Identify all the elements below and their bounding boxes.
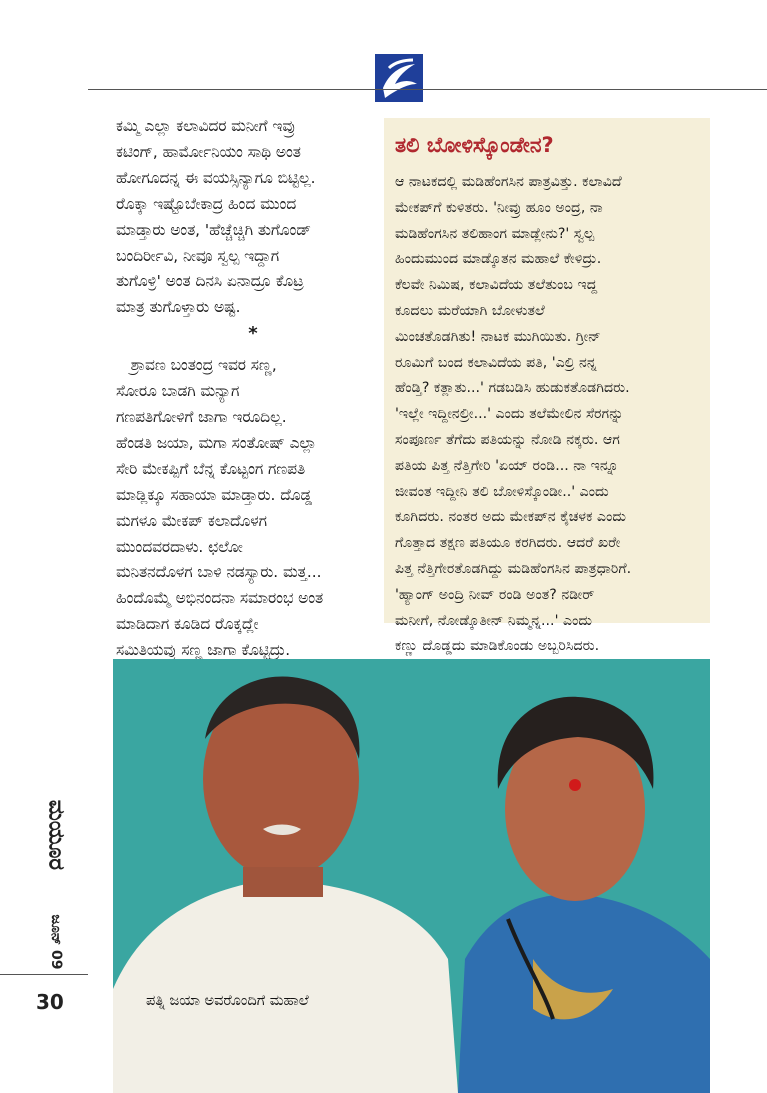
text-line: ಕಣ್ಣು ದೊಡ್ಡದು ಮಾಡಿಕೊಂಡು ಅಬ್ಬರಿಸಿದರು. xyxy=(395,638,600,655)
section-separator: * xyxy=(248,323,258,345)
text-line: ಮಾಡಿದಾಗ ಕೂಡಿದ ರೊಕ್ಕದ್ಲೇ xyxy=(116,615,259,634)
text-line: ಪಿತ್ತ ನೆತ್ತಿಗೇರತೊಡಗಿದ್ದು ಮಡಿಹೆಂಗಸಿನ ಪಾತ್ರಧಾರಿಗೆ. xyxy=(395,560,632,577)
text-line: 'ಇಲ್ಲೇ ಇದ್ದೀನಲ್ರೀ...' ಎಂದು ತಲೆಮೇಲಿನ ಸೆರಗನ್ನು xyxy=(395,406,624,423)
text-line: ಪತಿಯ ಪಿತ್ತ ನೆತ್ತಿಗೇರಿ 'ಏಯ್ ರಂಡಿ... ನಾ ಇನ್ನೂ xyxy=(395,457,619,474)
photo-caption: ಪತ್ನಿ ಜಯಾ ಅವರೊಂದಿಗೆ ಮಹಾಲೆ xyxy=(146,993,309,1009)
text-line: 'ಹ್ಯಾಂಗ್ ಅಂದ್ರಿ ನೀವ್ ರಂಡಿ ಅಂತ? ನಡೀರ್ xyxy=(395,586,595,603)
text-line: ಮಿಂಚತೊಡಗಿತು! ನಾಟಕ ಮುಗಿಯಿತು. ಗ್ರೀನ್ xyxy=(395,328,601,345)
box-body xyxy=(395,170,700,660)
couple-photo xyxy=(113,659,710,1093)
text-line: ಮಡಿಹೆಂಗಸಿನ ತಲಿಹಾಂಗ ಮಾಡ್ಲೇನು?' ಸ್ವಲ್ಪ xyxy=(395,225,595,242)
magazine-logo xyxy=(375,54,423,102)
text-line: ಕಮ್ಮಿ ಎಲ್ಲಾ ಕಲಾವಿದರ ಮನೀಗೆ ಇವ್ರು xyxy=(116,117,296,135)
text-line: ಮಾಡ್ತಾರು ಅಂತ, 'ಹೆಚ್ಚೆಚ್ಚಿಗಿ ತುಗೊಂಡ್ xyxy=(116,220,312,239)
text-line: ಆ ನಾಟಕದಲ್ಲಿ ಮಡಿಹೆಂಗಸಿನ ಪಾತ್ರವಿತ್ತು. ಕಲಾವಿದೆ xyxy=(395,174,622,190)
text-line: ಸೋರೂ ಬಾಡಗಿ ಮನ್ಯಾಗ xyxy=(116,382,240,401)
text-line: ತುಗೊಳ್ರಿ' ಅಂತ ದಿನಸಿ ಏನಾದ್ರೂ ಕೊಟ್ರ xyxy=(116,272,304,291)
text-line: ಮೇಕಪ್‌ಗೆ ಕುಳಿತರು. 'ನೀವ್ರು ಹೂಂ ಅಂದ್ರ, ನಾ xyxy=(395,199,603,216)
text-line: ಬಂದಿರ್ರೀವಿ, ನೀವೂ ಸ್ವಲ್ಪ ಇದ್ದಾಗ xyxy=(116,246,279,265)
text-line: ಮನಿತನದೊಳಗ ಬಾಳಿ ನಡಸ್ಯಾರು. ಮತ್ತ... xyxy=(116,563,322,582)
magazine-name: ಮಯೂರ xyxy=(43,799,69,871)
text-line: ಕೆಲವೇ ನಿಮಿಷ, ಕಲಾವಿದೆಯ ತಲೆತುಂಬ ಇದ್ದ xyxy=(395,277,598,294)
sidebar-box xyxy=(384,118,710,655)
text-line: ಮುಂದವರದಾಳು. ಛಲೋ xyxy=(116,537,243,556)
text-line: ಗೊತ್ತಾದ ತಕ್ಷಣ ಪತಿಯೂ ಕರಗಿದರು. ಆದರೆ ಖರೇ xyxy=(395,535,621,552)
text-line: ಜೀವಂತ ಇದ್ದೀನಿ ತಲಿ ಬೋಳಿಸ್ಕೊಂಡೀ..' ಎಂದು xyxy=(395,483,609,500)
text-line: ಹಿಂದುಮುಂದ ಮಾಡ್ಕೊತನ ಮಹಾಲೆ ಕೇಳಿದ್ರು. xyxy=(395,251,602,268)
article-column xyxy=(116,114,372,664)
issue-date: ಜೂನ್ 09 xyxy=(48,914,64,970)
text-line: ಸಮಿತಿಯವ್ರು ಸಣ್ಣ ಜಾಗಾ ಕೊಟ್ಟಿದ್ರು. xyxy=(116,641,291,660)
page-number: 30 xyxy=(36,990,64,1014)
text-line: ಸೇರಿ ಮೇಕಪ್ಪಿಗೆ ಬೆನ್ನ ಕೊಟ್ಟಂಗ ಗಣಪತಿ xyxy=(116,459,306,478)
text-line: ರೂಮಿಗೆ ಬಂದ ಕಲಾವಿದೆಯ ಪತಿ, 'ಎಲ್ರಿ ನನ್ನ xyxy=(395,354,597,371)
text-line: ಕಟಿಂಗ್, ಹಾರ್ಮೋನಿಯಂ ಸಾಥಿ ಅಂತ xyxy=(116,142,301,161)
text-line: ಮಾಡ್ಲಿಕ್ಕೂ ಸಹಾಯಾ ಮಾಡ್ತಾರು. ದೊಡ್ಡ xyxy=(116,485,312,504)
text-line: ಸಂಪೂರ್ಣ ತೆಗೆದು ಪತಿಯನ್ನು ನೋಡಿ ನಕ್ಕರು. ಆಗ xyxy=(395,431,620,448)
text-line: ಮನೀಗೆ, ನೋಡ್ಕೊತೀನ್ ನಿಮ್ಮನ್ನ...' ಎಂದು xyxy=(395,612,593,629)
text-line: ಹೆಂಡ್ತಿ? ಕತ್ಲಾತು...' ಗಡಬಡಿಸಿ ಹುಡುಕತೊಡಗಿದರು. xyxy=(395,380,630,397)
text-line: ಹೋಗೂದನ್ನ ಈ ವಯಸ್ಸಿನ್ಯಾಗೂ ಬಿಟ್ಟಿಲ್ಲ. xyxy=(116,168,316,187)
text-line: ಕೂಗಿದರು. ನಂತರ ಅದು ಮೇಕಪ್‌ನ ಕೈಚಳಕ ಎಂದು xyxy=(395,509,627,526)
header-rule xyxy=(88,89,767,90)
text-line: ಮಾತ್ರ ತುಗೊಳ್ತಾರು ಅಷ್ಟ. xyxy=(116,298,241,317)
text-line: ಶ್ರಾವಣ ಬಂತಂದ್ರ ಇವರ ಸಣ್ಣ, xyxy=(116,356,277,375)
text-line: ರೊಕ್ಕಾ ಇಷ್ಟೊಬೇಕಾದ್ರ ಹಿಂದ ಮುಂದ xyxy=(116,194,297,213)
photo-illustration xyxy=(113,659,710,1093)
text-line: ಗಣಪತಿಗೋಳಿಗೆ ಜಾಗಾ ಇರೂದಿಲ್ಲ. xyxy=(116,407,287,426)
text-line: ಮಗಳೂ ಮೇಕಪ್ ಕಲಾದೊಳಗ xyxy=(116,511,267,530)
footer-rule xyxy=(0,974,88,975)
text-line: ಹಿಂದೊಮ್ಮೆ ಅಭಿನಂದನಾ ಸಮಾರಂಭ ಅಂತ xyxy=(116,589,324,608)
box-title: ತಲಿ ಬೋಳಿಸ್ಕೊಂಡೇನ? xyxy=(395,133,554,157)
text-line: ಹೆಂಡತಿ ಜಯಾ, ಮಗಾ ಸಂತೋಷ್ ಎಲ್ಲಾ xyxy=(116,433,317,452)
text-line: ಕೂದಲು ಮರೆಯಾಗಿ ಬೋಳುತಲೆ xyxy=(395,302,545,319)
